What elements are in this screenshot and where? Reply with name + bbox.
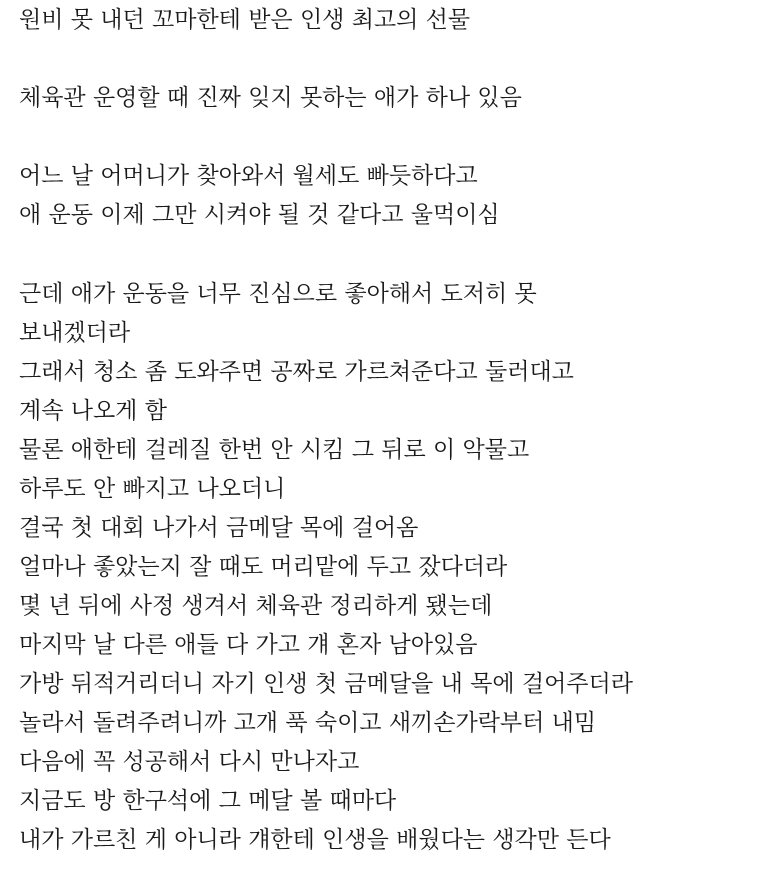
paragraph-line: 몇 년 뒤에 사정 생겨서 체육관 정리하게 됐는데 [19,593,493,619]
paragraph-line: 내가 가르친 게 아니라 걔한테 인생을 배웠다는 생각만 든다 [19,827,611,853]
paragraph-line: 보내겠더라 [19,320,131,346]
paragraph-line: 다음에 꼭 성공해서 다시 만나자고 [19,749,360,775]
paragraph-line: 계속 나오게 함 [19,398,167,424]
paragraph-line: 하루도 안 빠지고 나오더니 [19,476,286,502]
paragraph-line: 결국 첫 대회 나가서 금메달 목에 걸어옴 [19,515,419,541]
paragraph-line: 얼마나 좋았는지 잘 때도 머리맡에 두고 잤다더라 [19,554,508,580]
paragraph-line: 그래서 청소 좀 도와주면 공짜로 가르쳐준다고 둘러대고 [19,359,574,385]
paragraph-line: 근데 애가 운동을 너무 진심으로 좋아해서 도저히 못 [19,281,537,307]
paragraph-line: 어느 날 어머니가 찾아와서 월세도 빠듯하다고 [19,163,478,189]
paragraph-line: 애 운동 이제 그만 시켜야 될 것 같다고 울먹이심 [19,202,500,228]
paragraph-line: 놀라서 돌려주려니까 고개 푹 숙이고 새끼손가락부터 내밈 [19,710,597,736]
paragraph-line: 물론 애한테 걸레질 한번 안 시킴 그 뒤로 이 악물고 [19,437,530,463]
paragraph-line: 가방 뒤적거리더니 자기 인생 첫 금메달을 내 목에 걸어주더라 [19,671,633,697]
paragraph-line: 체육관 운영할 때 진짜 잊지 못하는 애가 하나 있음 [19,85,522,111]
post-title: 원비 못 내던 꼬마한테 받은 인생 최고의 선물 [19,7,471,33]
paragraph-line: 지금도 방 한구석에 그 메달 볼 때마다 [19,788,397,814]
paragraph-line: 마지막 날 다른 애들 다 가고 걔 혼자 남아있음 [19,632,478,658]
